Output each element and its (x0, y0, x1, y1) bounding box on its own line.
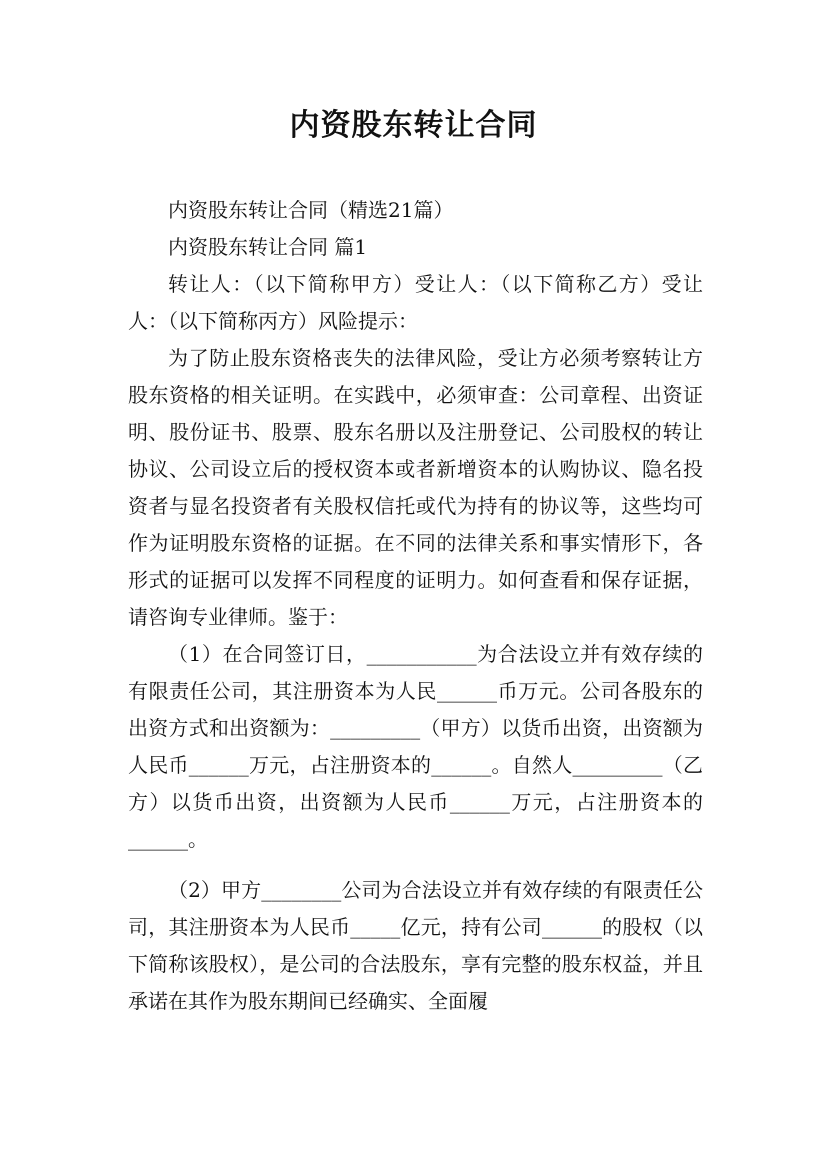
document-title: 内资股东转让合同 (289, 108, 538, 143)
paragraph-heading: 内资股东转让合同（精选21篇） (168, 198, 454, 222)
paragraph-clause-2: （2）甲方________公司为合法设立并有效存续的有限责任公司，其注册资本为人民币_____亿元，持有公司______的股权（以下简称该股权），是公司的合法股东，享有完整的股东权益，并且承诺在其作为股东期间已经确实、全面履 (128, 878, 703, 1013)
paragraph-section-label: 内资股东转让合同 篇1 (168, 235, 368, 259)
paragraph-parties: 转让人：（以下简称甲方）受让人：（以下简称乙方）受让人：（以下简称丙方）风险提示： (128, 272, 703, 333)
paragraph-clause-1: （1）在合同签订日，___________为合法设立并有效存续的有限责任公司，其注册资本为人民______币万元。公司各股东的出资方式和出资额为：_________（甲方）以货币出资，出资额为人民币______万元，占注册资本的______。自然人_________（乙方）以货币出资，出资额为人民币______万元，占注册资本的______。 (128, 642, 703, 851)
document-body (128, 192, 703, 1020)
paragraph-risk-warning: 为了防止股东资格丧失的法律风险，受让方必须考察转让方股东资格的相关证明。在实践中，必须审查：公司章程、出资证明、股份证书、股票、股东名册以及注册登记、公司股权的转让协议、公司设立后的授权资本或者新增资本的认购协议、隐名投资者与显名投资者有关股权信托或代为持有的协议等，这些均可作为证明股东资格的证据。在不同的法律关系和事实情形下，各形式的证据可以发挥不同程度的证明力。如何查看和保存证据，请咨询专业律师。鉴于： (128, 346, 703, 629)
